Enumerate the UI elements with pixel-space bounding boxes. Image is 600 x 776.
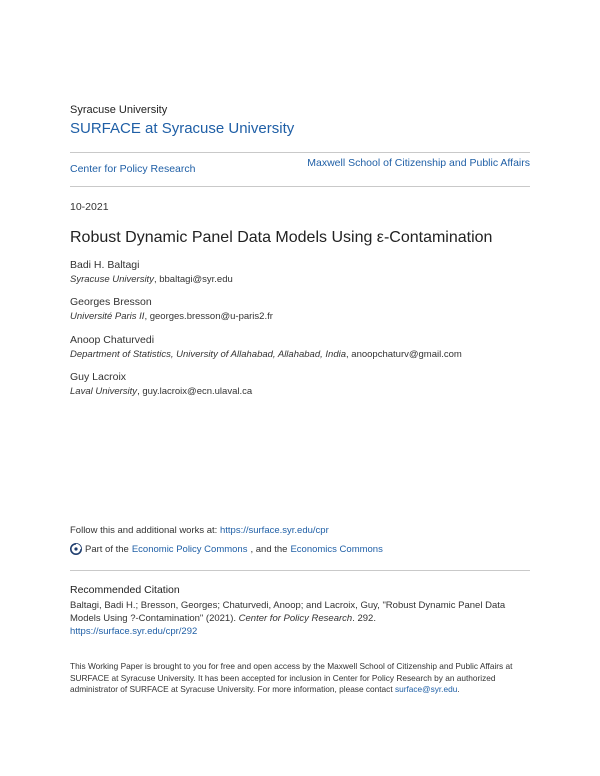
citation-body: [70, 599, 532, 638]
author-affiliation-line: Syracuse University, bbaltagi@syr.edu: [70, 274, 233, 285]
part-of-prefix: Part of the: [85, 543, 129, 555]
author-email: bbaltagi@syr.edu: [159, 274, 233, 285]
follow-line: [70, 525, 329, 536]
part-of-line: [70, 543, 383, 555]
author-affiliation: Syracuse University: [70, 274, 154, 285]
citation-link[interactable]: https://surface.syr.edu/cpr/292: [70, 626, 198, 637]
citation-series: Center for Policy Research: [238, 613, 353, 624]
follow-link[interactable]: https://surface.syr.edu/cpr: [219, 525, 329, 536]
author-name: Anoop Chaturvedi: [70, 334, 155, 346]
author-email: guy.lacroix@ecn.ulaval.ca: [142, 386, 253, 397]
divider-top: [70, 152, 530, 153]
author-email: georges.bresson@u-paris2.fr: [149, 311, 273, 322]
author-affiliation-line: Laval University, guy.lacroix@ecn.ulaval.ca: [70, 386, 253, 397]
bepress-network-icon: [70, 543, 82, 555]
author-email: anoopchaturv@gmail.com: [351, 349, 462, 360]
author-block: [70, 334, 462, 360]
collection-link-cpr[interactable]: Center for Policy Research: [70, 163, 196, 175]
author-affiliation-line: Université Paris II, georges.bresson@u-paris2.fr: [70, 311, 273, 322]
citation-number: . 292.: [352, 613, 376, 624]
author-block: [70, 371, 252, 397]
author-name: Guy Lacroix: [70, 371, 127, 383]
notice-text: This Working Paper is brought to you for free and open access by the Maxwell School of Citizenship and Public Affairs at SURFACE at Syracuse University. It has been accepted for inclusion in Center for Policy Research by an authorized administrator of SURFACE at Syracuse University. For more information, please contact: [70, 661, 513, 694]
author-affiliation: Department of Statistics, University of Allahabad, Allahabad, India: [70, 349, 346, 360]
author-affiliation-line: Department of Statistics, University of Allahabad, Allahabad, India, anoopchaturv@gmail.com: [70, 349, 462, 360]
follow-prefix: Follow this and additional works at:: [70, 525, 220, 536]
author-block: [70, 296, 273, 322]
contact-email-link[interactable]: surface@syr.edu: [394, 684, 458, 694]
author-name: Badi H. Baltagi: [70, 259, 140, 271]
divider-bottom: [70, 186, 530, 187]
author-name: Georges Bresson: [70, 296, 152, 308]
economics-commons-link[interactable]: Economics Commons: [290, 543, 383, 555]
author-affiliation: Laval University: [70, 386, 138, 397]
institution-name: Syracuse University: [70, 104, 168, 116]
author-affiliation: Université Paris II: [70, 311, 145, 322]
repository-link[interactable]: SURFACE at Syracuse University: [70, 120, 295, 137]
economic-policy-commons-link[interactable]: Economic Policy Commons: [131, 543, 248, 555]
divider-citation: [70, 570, 530, 571]
paper-title: Robust Dynamic Panel Data Models Using ε-Contamination: [70, 229, 493, 246]
citation-text: Baltagi, Badi H.; Bresson, Georges; Chaturvedi, Anoop; and Lacroix, Guy, "Robust Dynamic Panel Data Models Using ?-Contamination" (2021).: [70, 600, 506, 624]
author-block: [70, 259, 233, 285]
citation-heading: Recommended Citation: [70, 584, 180, 596]
collection-link-maxwell[interactable]: Maxwell School of Citizenship and Public Affairs: [307, 157, 530, 169]
publication-date: 10-2021: [70, 201, 109, 213]
access-notice: [70, 661, 532, 696]
notice-end: .: [457, 684, 460, 694]
part-of-middle: , and the: [250, 543, 288, 555]
